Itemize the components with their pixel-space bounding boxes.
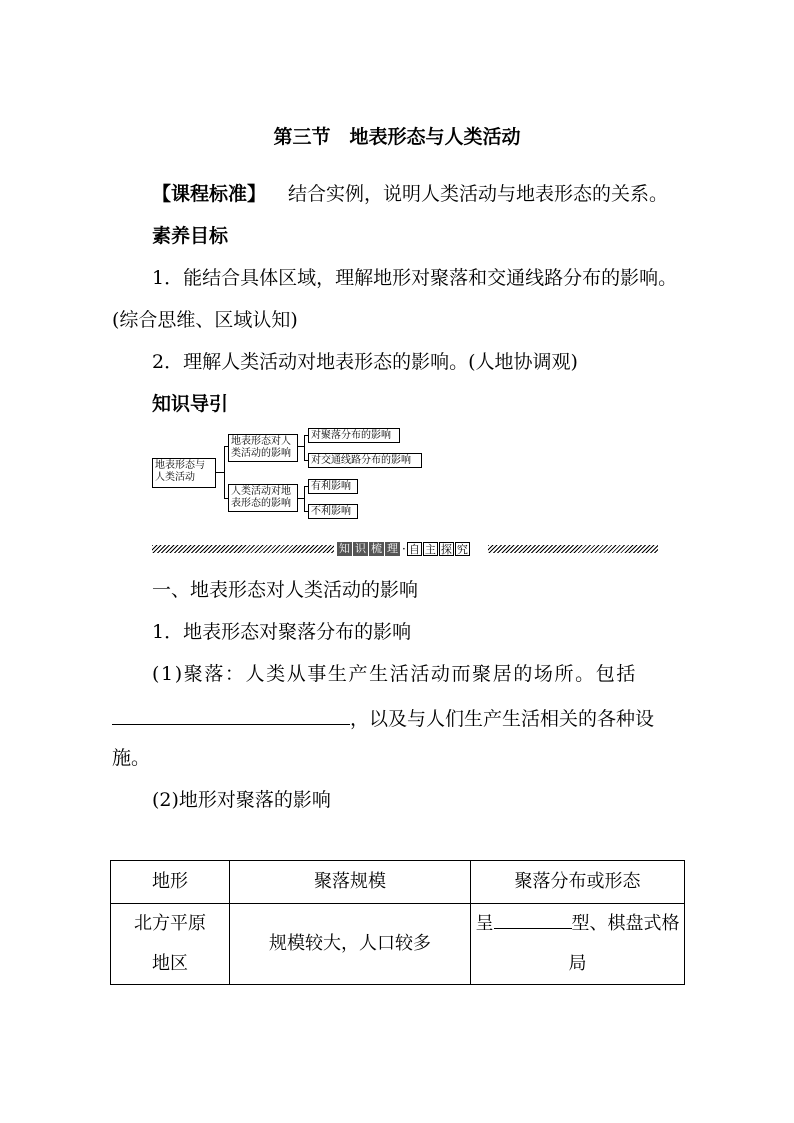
item-1-line-2 [112,704,654,731]
table-header: 聚落规模 [230,861,471,904]
form-suffix: 型、棋盘式格 [571,913,680,934]
table-cell-form [471,904,685,985]
table-row [111,904,685,985]
mindmap-leaf-positive: 有利影响 [308,479,358,494]
course-standard [152,182,668,206]
literacy-goal-2: 2．理解人类活动对地表形态的影响。(人地协调观) [152,351,578,373]
banner-separator: · [402,542,406,556]
terrain-line: 地区 [152,953,188,974]
fill-blank[interactable] [494,910,572,929]
banner-char: 识 [355,542,366,555]
item-1-line-3: 施。 [112,747,151,769]
form-line-2: 局 [568,953,587,974]
section-banner [152,541,658,557]
table-header: 聚落分布或形态 [471,861,685,904]
item-1-line-2-text: ，以及与人们生产生活相关的各种设 [350,708,655,730]
mindmap-leaf-traffic: 对交通线路分布的影响 [308,453,422,468]
course-standard-label: 【课程标准】 [152,183,267,205]
mindmap-root: 地表形态与 人类活动 [152,458,216,488]
banner-char: 知 [339,542,350,555]
mindmap-leaf-settlement: 对聚落分布的影响 [308,428,400,443]
banner-char: 主 [424,543,436,556]
banner-hatch-right [488,545,658,553]
form-prefix: 呈 [475,913,494,934]
mindmap-branch-2: 人类活动对地 表形态的影响 [228,484,298,512]
literacy-goal-1: 1．能结合具体区域，理解地形对聚落和交通线路分布的影响。 [152,267,678,289]
banner-char: 梳 [371,542,382,555]
section-1-sub-1: 1．地表形态对聚落分布的影响 [152,621,412,643]
knowledge-guide-heading: 知识导引 [152,393,229,415]
table-cell-scale: 规模较大，人口较多 [230,904,471,985]
course-standard-text: 结合实例，说明人类活动与地表形态的关系。 [288,183,669,205]
terrain-settlement-table [110,860,685,985]
item-2: (2)地形对聚落的影响 [152,789,331,811]
banner-label [337,541,471,557]
banner-char: 自 [408,543,420,556]
table-header: 地形 [111,861,230,904]
table-cell-terrain [111,904,230,985]
banner-char: 探 [440,543,452,556]
banner-hatch-left [152,545,334,553]
literacy-heading: 素养目标 [152,225,229,247]
page-title: 第三节 地表形态与人类活动 [273,126,521,148]
table-header-row [111,861,685,904]
terrain-line: 北方平原 [134,913,206,934]
banner-char: 究 [456,543,468,556]
fill-blank[interactable] [112,704,350,725]
item-1-line-1: (1)聚落：人类从事生产生活活动而聚居的场所。包括 [152,663,637,685]
knowledge-mindmap [150,424,430,520]
mindmap-leaf-negative: 不利影响 [308,504,358,519]
mindmap-branch-1: 地表形态对人 类活动的影响 [228,434,298,462]
section-1-heading: 一、地表形态对人类活动的影响 [152,579,419,601]
literacy-goal-1-tag: (综合思维、区域认知) [112,309,298,331]
banner-char: 理 [387,542,398,555]
